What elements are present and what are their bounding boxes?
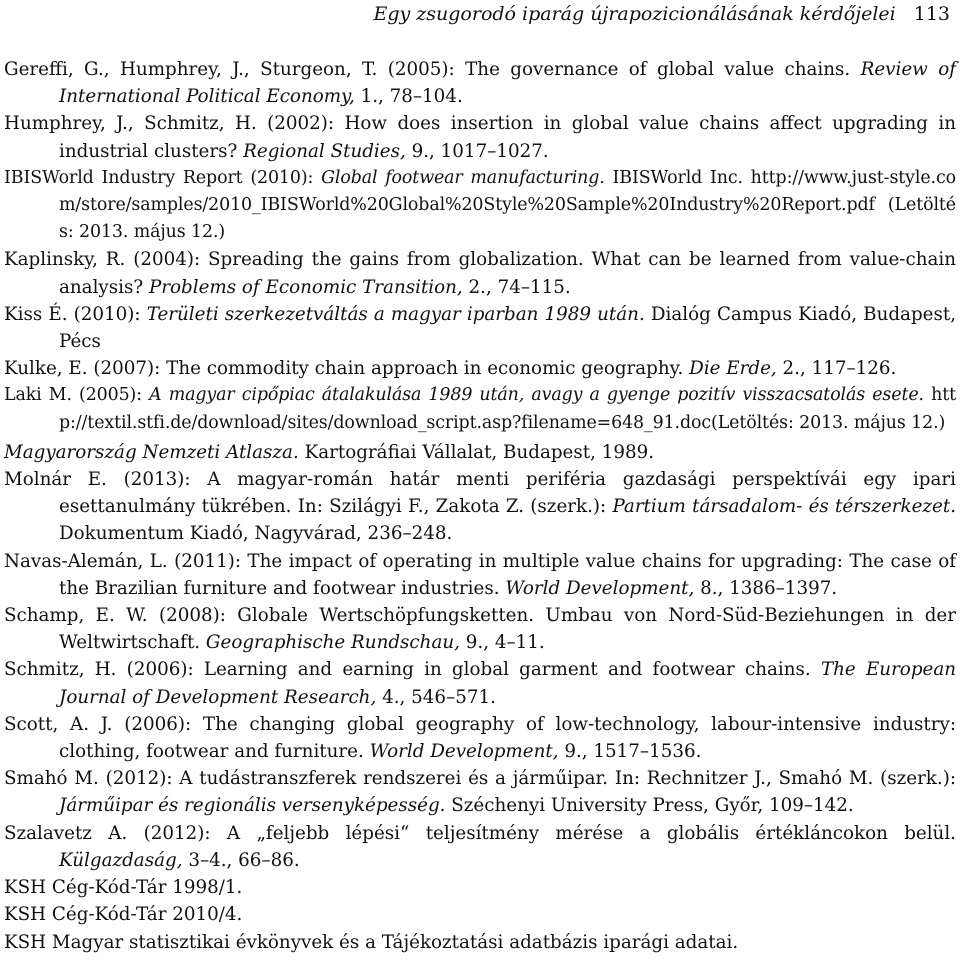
reference-source: Partium társadalom- és térszerkezet.: [612, 496, 957, 518]
reference-entry: [4, 439, 956, 466]
reference-details: 9., 1517–1536.: [564, 741, 702, 763]
reference-authors: Schamp, E. W. (2008): Globale Wertschöpfungsketten. Umbau von Nord-Süd-Beziehungen in der Weltwirtschaft.: [4, 605, 956, 654]
reference-details: http://textil.stfi.de/download/sites/download_script.asp?filename=648_91.doc(Letöltés: 2013. május 12.): [59, 385, 956, 433]
reference-entry: [4, 246, 956, 300]
reference-details: Kartográfiai Vállalat, Budapest, 1989.: [304, 441, 655, 463]
reference-list: [4, 56, 956, 956]
reference-source: Geographische Rundschau,: [205, 632, 460, 654]
reference-entry: [4, 56, 956, 110]
reference-authors: KSH Cég-Kód-Tár 2010/4.: [4, 904, 243, 926]
reference-authors: Gereffi, G., Humphrey, J., Sturgeon, T. (2005): The governance of global value chains.: [4, 59, 851, 80]
reference-entry: [4, 602, 956, 656]
reference-entry: [4, 874, 956, 901]
reference-source: The European Journal of Development Research,: [59, 659, 957, 708]
reference-entry: [4, 110, 956, 164]
reference-source: World Development,: [505, 577, 695, 599]
reference-authors: KSH Magyar statisztikai évkönyvek és a Tájékoztatási adatbázis iparági adatai.: [4, 931, 739, 953]
reference-entry: [4, 765, 956, 819]
reference-entry: [4, 548, 956, 602]
reference-entry: [4, 165, 956, 247]
reference-entry: [4, 466, 956, 548]
reference-source: Review of International Political Economy,: [59, 59, 956, 108]
reference-entry: [4, 656, 956, 710]
reference-source: Járműipar és regionális versenyképesség.: [59, 795, 446, 817]
reference-entry: [4, 929, 956, 956]
reference-entry: [4, 901, 956, 928]
reference-details: 9., 4–11.: [465, 632, 545, 654]
reference-details: Dialóg Campus Kiadó, Budapest, Pécs: [59, 303, 957, 353]
reference-source: A magyar cipőpiac átalakulása 1989 után, avagy a gyenge pozitív visszacsatolás esete.: [149, 385, 924, 406]
reference-details: 2., 117–126.: [782, 358, 897, 380]
reference-authors: IBISWorld Industry Report (2010):: [4, 167, 314, 188]
reference-entry: [4, 301, 956, 355]
page-number: 113: [913, 3, 950, 25]
reference-source: Die Erde,: [689, 358, 777, 380]
reference-details: 1., 78–104.: [360, 86, 463, 108]
reference-entry: [4, 820, 956, 874]
reference-source: Területi szerkezetváltás a magyar iparban 1989 után.: [146, 303, 645, 325]
reference-source: Regional Studies,: [243, 140, 406, 162]
reference-entry: [4, 711, 956, 765]
reference-authors: Scott, A. J. (2006): The changing global geography of low-technology, labour-intensive industry: clothing, footwear and furniture.: [4, 713, 956, 763]
reference-authors: Smahó M. (2012): A tudástranszferek rendszerei és a járműipar. In: Rechnitzer J., Smahó M. (szerk.):: [4, 768, 956, 790]
reference-authors: Szalavetz A. (2012): A „feljebb lépési“ teljesítmény mérése a globális értékláncokon belül.: [4, 822, 956, 844]
reference-authors: Laki M. (2005):: [4, 385, 142, 406]
reference-authors: Navas-Alemán, L. (2011): The impact of operating in multiple value chains for upgrading: The case of the Brazilian furniture and footwear industries.: [4, 550, 956, 599]
reference-source: Magyarország Nemzeti Atlasza.: [4, 441, 299, 463]
reference-details: Dokumentum Kiadó, Nagyvárad, 236–248.: [59, 523, 453, 545]
reference-details: 3–4., 66–86.: [188, 849, 300, 871]
reference-details: 9., 1017–1027.: [411, 140, 549, 162]
running-title: Egy zsugorodó iparág újrapozicionálásának kérdőjelei: [373, 3, 896, 25]
reference-entry: [4, 355, 956, 382]
reference-entry: [4, 382, 956, 436]
reference-authors: Kiss É. (2010):: [4, 303, 141, 325]
reference-details: Széchenyi University Press, Győr, 109–142.: [451, 795, 854, 817]
running-header: [373, 2, 950, 26]
reference-authors: Kulke, E. (2007): The commodity chain approach in economic geography.: [4, 358, 684, 380]
reference-authors: Molnár E. (2013): A magyar-román határ menti periféria gazdasági perspektívái egy ipari esettanulmány tükrében. In: Szilágyi F., Zakota Z. (szerk.):: [4, 469, 956, 518]
reference-authors: KSH Cég-Kód-Tár 1998/1.: [4, 877, 243, 899]
reference-authors: Humphrey, J., Schmitz, H. (2002): How does insertion in global value chains affect upgrading in industrial clusters?: [4, 113, 956, 162]
reference-source: Global footwear manufacturing.: [321, 167, 605, 188]
reference-source: Problems of Economic Transition,: [148, 276, 463, 298]
reference-source: World Development,: [369, 741, 559, 763]
reference-details: 8., 1386–1397.: [700, 577, 838, 599]
reference-authors: Schmitz, H. (2006): Learning and earning in global garment and footwear chains.: [4, 659, 811, 681]
reference-details: IBISWorld Inc. http://www.just-style.com/store/samples/2010_IBISWorld%20Global%20Style%20Sample%20Industry%20Report.pdf (Letöltés: 2013. május 12.): [59, 167, 956, 243]
reference-authors: Kaplinsky, R. (2004): Spreading the gains from globalization. What can be learned from value-chain analysis?: [4, 249, 956, 298]
reference-details: 4., 546–571.: [382, 686, 496, 708]
reference-details: 2., 74–115.: [468, 276, 571, 298]
reference-source: Külgazdaság,: [59, 849, 183, 871]
